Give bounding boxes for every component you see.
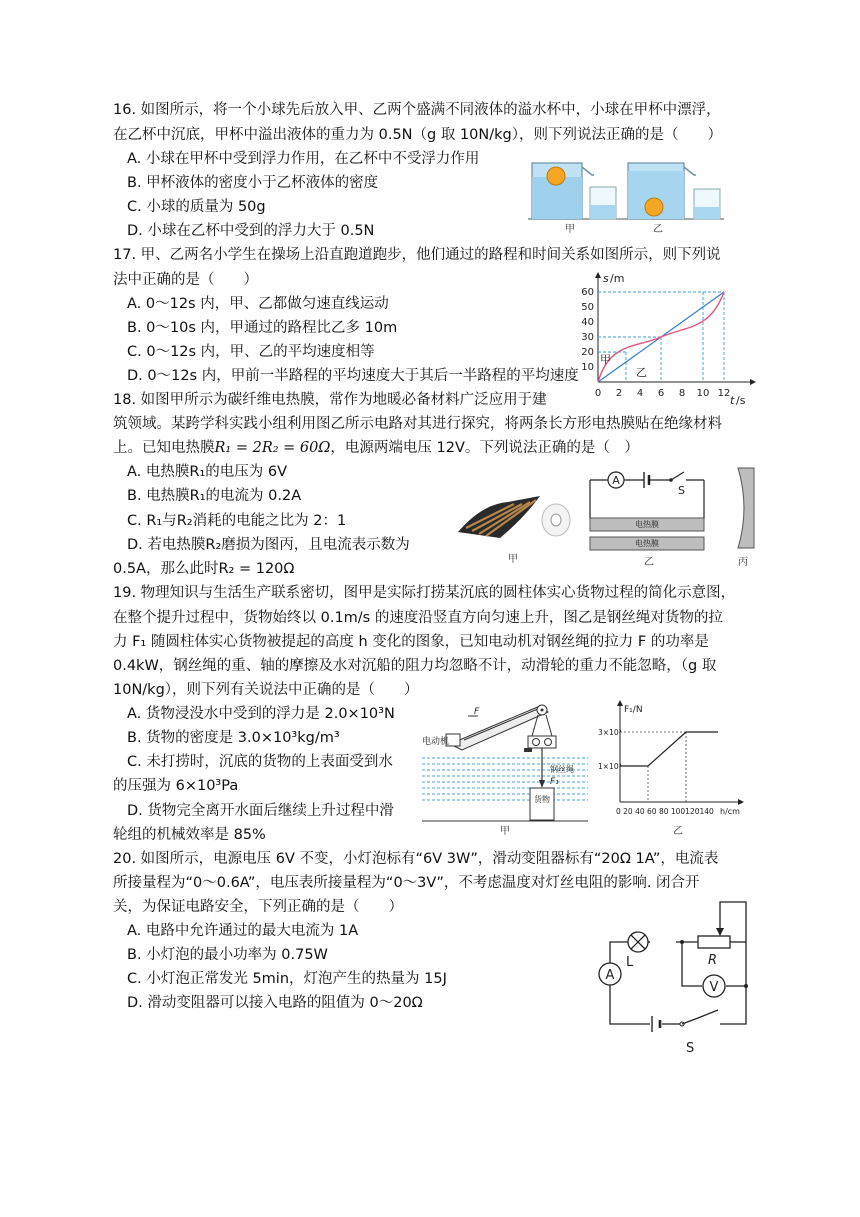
q18-stem3-pre: 上。已知电热膜	[113, 440, 215, 456]
q19-F1-label: F₁	[550, 777, 559, 787]
q19-option-d-line-2: 轮组的机械效率是 85%	[113, 827, 266, 843]
q19-stem-line-1: 19. 物理知识与生活生产联系密切，图甲是实际打捞某沉底的圆柱体实心货物过程的简化示意图，	[113, 585, 736, 601]
q17-xtick-4: 4	[636, 388, 644, 399]
q17-option-b: B. 0～10s 内，甲通过的路程比乙多 10m	[127, 320, 398, 336]
q18-stem3-post: ，电源两端电压 12V。下列说法正确的是（ ）	[330, 440, 639, 456]
q19-rope-label: 钢丝绳	[550, 765, 574, 774]
q17-ylabel-unit: /m	[610, 272, 625, 285]
q17-ytick-60: 60	[581, 287, 594, 298]
q17-ytick-20: 20	[581, 347, 594, 358]
q19-fig-label-yi: 乙	[673, 826, 683, 837]
q20-option-c: C. 小灯泡正常发光 5min，灯泡产生的热量为 15J	[127, 971, 447, 987]
q20-rheostat-label: R	[708, 953, 718, 968]
q20-ammeter-label: A	[605, 968, 615, 983]
q18-figure-yi	[584, 462, 710, 568]
q19-figure-yi	[598, 700, 748, 840]
q18-ammeter-label: A	[612, 474, 620, 487]
q18-option-c: C. R₁与R₂消耗的电能之比为 2：1	[127, 513, 347, 529]
q19-stem-line-3: 力 F₁ 随圆柱体实心货物被提起的高度 h 变化的图象，已知电动机对钢丝绳的拉力 F 的功率是	[113, 634, 709, 650]
q20-stem-line-2: 所接量程为“0～0.6A”，电压表所接量程为“0～3V”，不考虑温度对灯丝电阻的影响. 闭合开	[113, 875, 700, 891]
q18-option-d-line-1: D. 若电热膜R₂磨损为图丙，且电流表示数为	[127, 537, 410, 553]
q18-option-a: A. 电热膜R₁的电压为 6V	[127, 464, 288, 480]
q19-option-b: B. 货物的密度是 3.0×10³kg/m³	[127, 730, 340, 746]
q19-figure-jia	[420, 700, 590, 840]
q19-option-d-line-1: D. 货物完全离开水面后继续上升过程中滑	[127, 803, 394, 819]
q17-stem-line-2: 法中正确的是（ ）	[113, 272, 258, 288]
q17-xtick-10: 10	[696, 388, 710, 399]
q19-stem-line-4: 0.4kW，钢丝绳的重、轴的摩擦及水对沉船的阻力均忽略不计，动滑轮的重力不能忽略，（g 取	[113, 658, 717, 674]
q20-option-a: A. 电路中允许通过的最大电流为 1A	[127, 923, 359, 939]
q19-option-c-line-1: C. 未打捞时，沉底的货物的上表面受到水	[127, 754, 393, 770]
q19-graph-xlabel: h/cm	[720, 807, 740, 816]
q18-stem3-formula: R₁ = 2R₂ = 60Ω	[214, 440, 331, 456]
q16-option-d: D. 小球在乙杯中受到的浮力大于 0.5N	[127, 223, 375, 239]
q17-xtick-12: 12	[717, 388, 731, 399]
q17-ytick-40: 40	[581, 317, 594, 328]
q18-figure-jia	[452, 474, 578, 566]
q17-ytick-10: 10	[581, 362, 594, 373]
q18-switch-label: S	[678, 484, 685, 497]
q19-stem-line-2: 在整个提升过程中，货物始终以 0.1m/s 的速度沿竖直方向匀速上升，图乙是钢丝绳对货物的拉	[113, 610, 723, 626]
q18-film1-label: 电热膜	[635, 520, 659, 529]
q16-option-c: C. 小球的质量为 50g	[127, 199, 266, 215]
q17-xtick-6: 6	[657, 388, 665, 399]
q17-option-a: A. 0～12s 内，甲、乙都做匀速直线运动	[127, 296, 389, 312]
q19-stem-line-5: 10N/kg），则下列有关说法中正确的是（ ）	[113, 682, 419, 698]
q16-fig-label-yi: 乙	[653, 224, 663, 235]
q17-label-yi: 乙	[636, 366, 647, 379]
q18-figure-bing	[732, 466, 758, 568]
q19-graph-xticks: 0 20 40 60 80 100120140	[616, 807, 714, 816]
q19-graph-y-hi: 3×10³	[598, 728, 622, 737]
q17-xtick-2: 2	[615, 388, 623, 399]
q20-option-d: D. 滑动变阻器可以接入电路的阻值为 0～20Ω	[127, 995, 423, 1011]
q19-F-label: F	[474, 707, 480, 717]
q16-figure	[528, 153, 728, 235]
q17-option-c: C. 0～12s 内，甲、乙的平均速度相等	[127, 344, 375, 360]
q16-stem-line-1: 16. 如图所示，将一个小球先后放入甲、乙两个盛满不同液体的溢水杯中，小球在甲杯中漂浮，	[113, 102, 721, 118]
q17-label-jia: 甲	[600, 353, 611, 366]
q18-stem-line-3	[113, 438, 639, 458]
q18-stem-line-2: 筑领域。某跨学科实践小组利用图乙所示电路对其进行探究，将两条长方形电热膜贴在绝缘材料	[113, 416, 722, 432]
q20-option-b: B. 小灯泡的最小功率为 0.75W	[127, 947, 328, 963]
q19-option-a: A. 货物浸没水中受到的浮力是 2.0×10³N	[127, 706, 395, 722]
q18-fig-label-jia: 甲	[508, 554, 518, 565]
q17-xlabel-t: t	[730, 394, 735, 407]
q20-stem-line-1: 20. 如图所示，电源电压 6V 不变，小灯泡标有“6V 3W”，滑动变阻器标有“20Ω 1A”，电流表	[113, 851, 719, 867]
q19-cargo-label: 货物	[534, 795, 550, 804]
q16-stem-line-2: 在乙杯中沉底，甲杯中溢出液体的重力为 0.5N（g 取 10N/kg），则下列说法正确的是（ ）	[113, 127, 722, 143]
q18-option-d-line-2: 0.5A，那么此时R₂ = 120Ω	[113, 561, 295, 577]
q17-xtick-8: 8	[678, 388, 686, 399]
q17-ytick-50: 50	[581, 302, 594, 313]
q19-fig-label-jia: 甲	[500, 826, 510, 837]
q19-option-c-line-2: 的压强为 6×10³Pa	[113, 778, 239, 794]
q17-xlabel-unit: /s	[736, 394, 746, 407]
q20-stem-line-3: 关，为保证电路安全，下列正确的是（ ）	[113, 899, 403, 915]
q18-fig-label-yi: 乙	[644, 557, 654, 568]
q16-option-a: A. 小球在甲杯中受到浮力作用，在乙杯中不受浮力作用	[127, 151, 480, 167]
q20-lamp-label: L	[626, 955, 634, 970]
q17-option-d: D. 0～12s 内，甲前一半路程的平均速度大于其后一半路程的平均速度	[127, 368, 579, 384]
q19-graph-ylabel: F₁/N	[624, 705, 643, 715]
q18-stem-line-1: 18. 如图甲所示为碳纤维电热膜，常作为地暖必备材料广泛应用于建	[113, 392, 547, 408]
q19-motor-label: 电动机	[422, 737, 450, 747]
q20-circuit-figure	[590, 896, 758, 1058]
q18-film2-label: 电热膜	[635, 539, 659, 548]
q17-st-graph	[570, 270, 760, 410]
q17-ylabel-s: s	[603, 272, 609, 285]
q17-ytick-30: 30	[581, 332, 594, 343]
q18-fig-label-bing: 丙	[738, 557, 748, 568]
q17-xtick-0: 0	[594, 388, 602, 399]
q16-fig-label-jia: 甲	[565, 224, 575, 235]
q19-graph-y-lo: 1×10³	[598, 762, 622, 771]
q20-voltmeter-label: V	[709, 980, 719, 995]
q17-stem-line-1: 17. 甲、乙两名小学生在操场上沿直跑道跑步，他们通过的路程和时间关系如图所示，则下列说	[113, 247, 721, 263]
q18-option-b: B. 电热膜R₁的电流为 0.2A	[127, 488, 302, 504]
q20-switch-label: S	[686, 1041, 695, 1056]
q16-option-b: B. 甲杯液体的密度小于乙杯液体的密度	[127, 175, 379, 191]
